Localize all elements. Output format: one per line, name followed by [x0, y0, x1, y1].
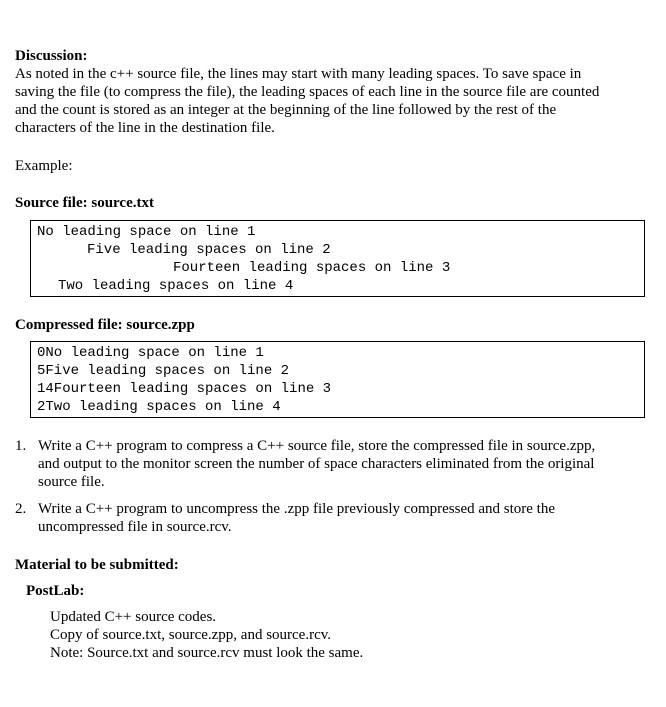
material-heading: Material to be submitted: [15, 557, 179, 573]
task-number: 2. [15, 501, 27, 517]
task-line: Write a C++ program to uncompress the .zpp file previously compressed and store the [38, 501, 556, 517]
discussion-line: As noted in the c++ source file, the lines may start with many leading spaces. To save space in [15, 66, 582, 82]
discussion-line: saving the file (to compress the file), the leading spaces of each line in the source file are counted [15, 84, 600, 100]
source-line: No leading space on line 1 [37, 224, 256, 240]
task-line: uncompressed file in source.rcv. [38, 519, 232, 535]
task-line: source file. [38, 474, 105, 490]
compressed-file-heading: Compressed file: source.zpp [15, 317, 195, 333]
source-file-heading: Source file: source.txt [15, 195, 154, 211]
example-label: Example: [15, 158, 73, 174]
compressed-line: 2Two leading spaces on line 4 [37, 399, 281, 415]
compressed-line: 0No leading space on line 1 [37, 345, 264, 361]
source-line: Two leading spaces on line 4 [58, 278, 294, 294]
discussion-heading: Discussion: [15, 48, 88, 64]
task-number: 1. [15, 438, 27, 454]
task-line: and output to the monitor screen the number of space characters eliminated from the original [38, 456, 595, 472]
discussion-line: characters of the line in the destination file. [15, 120, 275, 136]
source-line: Fourteen leading spaces on line 3 [173, 260, 451, 276]
postlab-item: Note: Source.txt and source.rcv must look the same. [50, 645, 364, 661]
discussion-paragraph [15, 65, 655, 137]
task-text [38, 437, 595, 491]
compressed-file-box [30, 341, 645, 418]
postlab-heading: PostLab: [26, 583, 85, 599]
compressed-line: 5Five leading spaces on line 2 [37, 363, 290, 379]
source-file-box [30, 220, 645, 297]
discussion-line: and the count is stored as an integer at the beginning of the line followed by the rest of the [15, 102, 557, 118]
postlab-item: Updated C++ source codes. [50, 609, 217, 625]
source-line: Five leading spaces on line 2 [87, 242, 331, 258]
postlab-item: Copy of source.txt, source.zpp, and source.rcv. [50, 627, 332, 643]
task-text [38, 500, 555, 536]
compressed-line: 14Fourteen leading spaces on line 3 [37, 381, 332, 397]
task-line: Write a C++ program to compress a C++ source file, store the compressed file in source.zpp, [38, 438, 596, 454]
